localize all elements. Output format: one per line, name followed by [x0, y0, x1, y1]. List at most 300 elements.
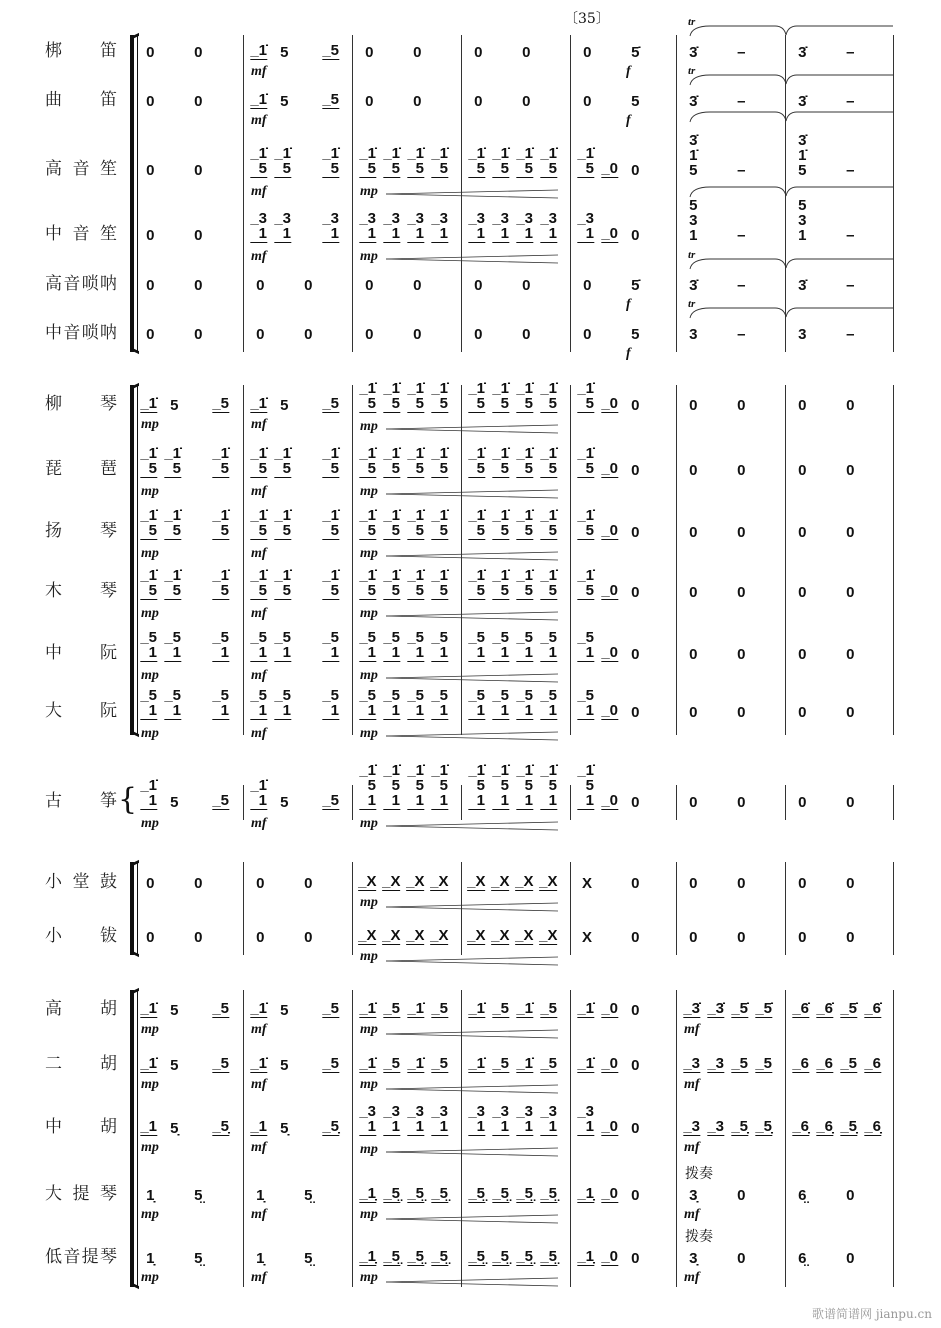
note: 3̇ 1̇ 5: [798, 132, 807, 179]
dynamic-mark: mf: [684, 1077, 700, 1092]
hairpin: [386, 822, 558, 826]
note: _5̤: [383, 1248, 401, 1265]
hairpin: [386, 1282, 558, 1286]
note: _1̇ 5 1: [577, 762, 595, 809]
note: _3 1: [516, 1103, 534, 1135]
note: 0: [413, 326, 422, 343]
barline: [570, 862, 571, 955]
barline: [676, 785, 677, 820]
note: 0: [146, 93, 155, 110]
hairpin: [386, 961, 558, 965]
note: _1̇ 5: [383, 507, 401, 539]
dynamic-mark: mp: [141, 417, 159, 432]
barline: [461, 862, 462, 955]
note: 0: [689, 397, 698, 414]
note: _3 1: [383, 1103, 401, 1135]
instrument-label: 低音提琴: [45, 1247, 117, 1267]
note: _X: [539, 873, 558, 890]
barline: [785, 35, 786, 352]
group-bracket-thin: [137, 990, 138, 1287]
dynamic-mark: mp: [360, 1142, 378, 1157]
note: 0: [689, 646, 698, 663]
note: _5 1: [212, 629, 230, 661]
note: 0: [522, 326, 531, 343]
note: 0: [146, 277, 155, 294]
note: _1̇ 5: [468, 145, 486, 177]
barline: [243, 385, 244, 735]
note: _1̇ 5: [577, 507, 595, 539]
dynamic-mark: mp: [360, 546, 378, 561]
note: 0: [689, 794, 698, 811]
note: 0: [689, 875, 698, 892]
note: _1̇ 5: [516, 507, 534, 539]
note: 0: [631, 794, 640, 811]
note: 0: [631, 462, 640, 479]
instrument-label: 高音唢呐: [45, 274, 117, 294]
note: _1̇ 5: [140, 567, 158, 599]
note: 0: [846, 929, 855, 946]
note: 0: [194, 162, 203, 179]
note: _5̤: [407, 1248, 425, 1265]
note: 0: [737, 646, 746, 663]
note: _1̇ 5: [468, 507, 486, 539]
note: 0: [798, 462, 807, 479]
note: _5 1: [274, 629, 292, 661]
note: _X: [382, 927, 401, 944]
note: _1̇: [407, 1055, 425, 1072]
barline: [352, 990, 353, 1287]
note: 0: [304, 929, 313, 946]
note: _5: [322, 91, 340, 108]
instrument-label: 木琴: [45, 581, 117, 601]
hairpin: [386, 674, 558, 678]
barline: [893, 990, 894, 1287]
note: 0: [846, 794, 855, 811]
dynamic-mark: mp: [141, 1270, 159, 1285]
note: _1̇ 5: [577, 145, 595, 177]
note: 0: [146, 326, 155, 343]
note: X: [581, 929, 593, 946]
dynamic-mark: mp: [360, 895, 378, 910]
note: _5: [492, 1055, 510, 1072]
note: _5: [322, 1000, 340, 1017]
note: _1̇ 5 1: [540, 762, 558, 809]
dynamic-mark: mf: [251, 546, 267, 561]
note: _5̤: [540, 1248, 558, 1265]
note: _5̤: [468, 1185, 486, 1202]
note: _1̇ 5: [516, 445, 534, 477]
note: _5 1: [274, 687, 292, 719]
note: X: [581, 875, 593, 892]
dynamic-mark: mp: [360, 1270, 378, 1285]
note: _3 1: [359, 1103, 377, 1135]
note: 0: [631, 875, 640, 892]
note: _5: [322, 1055, 340, 1072]
note: 0: [583, 277, 592, 294]
note: _5̣: [322, 1118, 340, 1135]
note: _5: [540, 1055, 558, 1072]
note: _1̇ 5: [322, 567, 340, 599]
note: 5: [280, 397, 289, 414]
note: _5̤: [540, 1185, 558, 1202]
note: 5: [170, 1057, 179, 1074]
note: _5̤: [492, 1248, 510, 1265]
dynamic-mark: mf: [251, 1270, 267, 1285]
note: 0: [146, 44, 155, 61]
note: _1̇ 5: [383, 567, 401, 599]
note: 0: [737, 1187, 746, 1204]
note: _5 1: [516, 629, 534, 661]
note: _1̇ 5: [212, 445, 230, 477]
note: 3̇ 1̇ 5: [689, 132, 698, 179]
dynamic-mark: mf: [684, 1140, 700, 1155]
note: 0: [413, 93, 422, 110]
note: 0: [631, 397, 640, 414]
note: 0: [631, 1250, 640, 1267]
note: 0: [474, 44, 483, 61]
dynamic-mark: mp: [360, 668, 378, 683]
note: 0: [146, 929, 155, 946]
note: _5̣: [212, 1118, 230, 1135]
barline: [570, 385, 571, 735]
note: 0: [365, 93, 374, 110]
note: _3 1: [407, 210, 425, 242]
note: 0: [737, 875, 746, 892]
note: _1̇ 5: [492, 567, 510, 599]
note: _6̇: [792, 1000, 810, 1017]
note: _1̇ 5 1: [359, 762, 377, 809]
hairpin: [386, 255, 558, 259]
barline: [352, 785, 353, 820]
note: _X: [358, 873, 377, 890]
barline: [352, 862, 353, 955]
note: _1̇: [250, 1000, 268, 1017]
note: _1̇: [359, 1000, 377, 1017]
note: 3̇: [798, 277, 807, 294]
note: _0: [601, 792, 619, 809]
note: _1̇ 5: [492, 145, 510, 177]
note: _5 1: [540, 687, 558, 719]
note: _3 1: [577, 210, 595, 242]
rehearsal-mark: 〔35〕: [564, 11, 610, 27]
note: 3̣: [689, 1250, 698, 1267]
group-bracket: [130, 990, 134, 1287]
note: _3 1: [468, 210, 486, 242]
barline: [243, 35, 244, 352]
dynamic-mark: mp: [360, 949, 378, 964]
note: _5: [540, 1000, 558, 1017]
note: _5̤: [431, 1248, 449, 1265]
barline: [676, 385, 677, 735]
note: 0: [194, 44, 203, 61]
barline: [676, 862, 677, 955]
note: _5̤: [407, 1185, 425, 1202]
note: _5 1: [250, 687, 268, 719]
dynamic-mark: mp: [141, 1022, 159, 1037]
note: _1̇ 5: [274, 145, 292, 177]
note: _5 1: [250, 629, 268, 661]
note: _5: [322, 792, 340, 809]
note: 0: [846, 646, 855, 663]
group-bracket-thin: [137, 35, 138, 352]
note: 0: [846, 1187, 855, 1204]
note: 5̇: [631, 44, 640, 61]
note: 5: [170, 1002, 179, 1019]
note: _1̇: [359, 1055, 377, 1072]
note: _1̇: [250, 42, 268, 59]
note: _5: [492, 1000, 510, 1017]
tie-slur: [690, 75, 893, 85]
instrument-label: 古筝: [45, 791, 117, 811]
dynamic-mark: mp: [360, 816, 378, 831]
note: 0: [846, 462, 855, 479]
note: 3̇: [689, 93, 698, 110]
note: _3 1: [577, 1103, 595, 1135]
instrument-label: 柳琴: [45, 394, 117, 414]
barline: [676, 35, 677, 352]
note: _1: [250, 1118, 268, 1135]
instrument-label: 大提琴: [45, 1184, 117, 1204]
note: _3: [707, 1118, 725, 1135]
note: _0: [601, 460, 619, 477]
note: _6: [816, 1055, 834, 1072]
group-bracket-thin: [137, 862, 138, 955]
note: _1̇ 5: [383, 445, 401, 477]
note: _3 1: [322, 210, 340, 242]
barline: [785, 862, 786, 955]
barline: [785, 385, 786, 735]
note: _1̇ 5: [164, 445, 182, 477]
note: –: [737, 44, 746, 61]
note: _1̇: [250, 1055, 268, 1072]
note: _0: [601, 522, 619, 539]
barline: [352, 35, 353, 352]
dynamic-mark: mf: [251, 1140, 267, 1155]
note: 0: [631, 704, 640, 721]
barline: [461, 990, 462, 1287]
dynamic-mark: mf: [251, 64, 267, 79]
dynamic-mark: mp: [360, 726, 378, 741]
dynamic-mark: mf: [251, 668, 267, 683]
note: _3 1: [431, 1103, 449, 1135]
note: 0: [798, 524, 807, 541]
note: _3 1: [407, 1103, 425, 1135]
dynamic-mark: f: [626, 113, 631, 128]
hairpin: [386, 429, 558, 433]
note: 0: [522, 44, 531, 61]
hairpin: [386, 907, 558, 911]
note: _1̇ 5: [577, 445, 595, 477]
instrument-label: 中阮: [45, 643, 117, 663]
note: 5̣: [170, 1120, 179, 1137]
dynamic-mark: mp: [360, 484, 378, 499]
dynamic-mark: mf: [251, 726, 267, 741]
note: _1̇ 5: [359, 445, 377, 477]
note: 0: [737, 794, 746, 811]
note: 0: [846, 875, 855, 892]
note: _1̇ 5: [250, 145, 268, 177]
note: 0: [474, 277, 483, 294]
dynamic-mark: mp: [360, 184, 378, 199]
note: 5: [280, 44, 289, 61]
note: 1̣: [146, 1250, 155, 1267]
note: _5: [322, 395, 340, 412]
pizzicato-mark: 拨奏: [685, 1229, 713, 1245]
instrument-label: 梆笛: [45, 41, 117, 61]
barline: [893, 385, 894, 735]
instrument-label: 中音唢呐: [45, 323, 117, 343]
note: _5 1: [359, 687, 377, 719]
note: 0: [846, 524, 855, 541]
dynamic-mark: mf: [684, 1207, 700, 1222]
barline: [893, 35, 894, 352]
dynamic-mark: mp: [360, 1207, 378, 1222]
tie-slur: [690, 112, 893, 122]
note: 0: [737, 462, 746, 479]
group-bracket-thin: [137, 385, 138, 735]
note: _1̇ 5 1: [468, 762, 486, 809]
note: _5 1: [431, 687, 449, 719]
note: _1̇ 5: [431, 567, 449, 599]
dynamic-mark: mp: [141, 668, 159, 683]
note: _5̣: [755, 1118, 773, 1135]
note: _X: [430, 927, 449, 944]
note: _1̇ 5: [359, 507, 377, 539]
note: 0: [631, 524, 640, 541]
note: 0: [846, 1250, 855, 1267]
hairpin: [386, 612, 558, 616]
note: _5: [383, 1000, 401, 1017]
dynamic-mark: mp: [141, 606, 159, 621]
note: _0: [601, 1000, 619, 1017]
note: _1̇ 5: [468, 567, 486, 599]
instrument-label: 扬琴: [45, 521, 117, 541]
barline: [785, 990, 786, 1287]
note: _1̇ 5: [140, 507, 158, 539]
note: 0: [522, 277, 531, 294]
note: _5̤: [516, 1185, 534, 1202]
dynamic-mark: mf: [251, 1077, 267, 1092]
note: _1̇ 5: [212, 567, 230, 599]
hairpin: [386, 1219, 558, 1223]
note: _1̇ 5: [540, 507, 558, 539]
note: 0: [304, 277, 313, 294]
note: 3̇: [689, 44, 698, 61]
note: 0: [737, 584, 746, 601]
dynamic-mark: mf: [251, 1022, 267, 1037]
note: _1̇ 5: [322, 445, 340, 477]
trill-mark: tr: [688, 298, 696, 310]
note: 0: [583, 326, 592, 343]
hairpin: [386, 1148, 558, 1152]
note: _1̇ 5: [250, 507, 268, 539]
note: _5̣: [840, 1118, 858, 1135]
hairpin: [386, 1089, 558, 1093]
note: _1̇ 1: [250, 777, 268, 809]
note: _1̇: [516, 1055, 534, 1072]
note: _X: [406, 873, 425, 890]
barline: [785, 785, 786, 820]
barline: [461, 785, 462, 820]
note: 5̣: [280, 1120, 289, 1137]
note: 3: [689, 326, 698, 343]
hairpin: [386, 194, 558, 198]
note: 0: [631, 929, 640, 946]
note: 0: [194, 93, 203, 110]
barline: [461, 385, 462, 735]
note: _1̇ 5: [468, 380, 486, 412]
note: _X: [491, 927, 510, 944]
note: 5: [170, 794, 179, 811]
dynamic-mark: mp: [360, 1022, 378, 1037]
note: _1̇ 5 1: [516, 762, 534, 809]
tie-slur: [690, 26, 893, 36]
hairpin: [386, 425, 558, 429]
note: _5 1: [577, 687, 595, 719]
note: _0: [601, 1185, 619, 1202]
note: 0: [631, 584, 640, 601]
note: _5 1: [540, 629, 558, 661]
note: –: [846, 93, 855, 110]
note: _0: [601, 582, 619, 599]
hairpin: [386, 1085, 558, 1089]
note: _1̇ 5: [359, 380, 377, 412]
note: 0: [737, 524, 746, 541]
note: 5: [631, 326, 640, 343]
note: _1̇: [468, 1055, 486, 1072]
note: –: [846, 227, 855, 244]
note: 5: [631, 93, 640, 110]
note: _1̇ 5: [407, 145, 425, 177]
instrument-label: 中胡: [45, 1117, 117, 1137]
hairpin: [386, 1278, 558, 1282]
note: –: [737, 326, 746, 343]
note: _1̇ 5: [383, 380, 401, 412]
note: _1̇: [468, 1000, 486, 1017]
note: _1̇ 5: [540, 567, 558, 599]
tie-slur: [690, 187, 893, 197]
trill-mark: tr: [688, 65, 696, 77]
note: _5 1: [431, 629, 449, 661]
note: _5: [431, 1000, 449, 1017]
note: 6̤: [798, 1250, 807, 1267]
note: _3 1: [540, 1103, 558, 1135]
note: _5 1: [516, 687, 534, 719]
note: 0: [798, 794, 807, 811]
hairpin: [386, 957, 558, 961]
note: 0: [474, 93, 483, 110]
note: _1̇ 5: [516, 145, 534, 177]
note: _3: [707, 1055, 725, 1072]
note: _X: [515, 927, 534, 944]
note: _3: [683, 1055, 701, 1072]
note: 0: [798, 646, 807, 663]
note: –: [846, 277, 855, 294]
note: _1̇: [516, 1000, 534, 1017]
note: 0: [146, 227, 155, 244]
note: 5: [280, 1057, 289, 1074]
note: _3̇: [707, 1000, 725, 1017]
dynamic-mark: mf: [251, 417, 267, 432]
instrument-label: 琵琶: [45, 459, 117, 479]
hairpin: [386, 826, 558, 830]
note: _5 1: [492, 629, 510, 661]
note: _X: [382, 873, 401, 890]
hairpin: [386, 556, 558, 560]
note: 5: [280, 93, 289, 110]
group-bracket: [130, 35, 134, 352]
note: 0: [583, 44, 592, 61]
